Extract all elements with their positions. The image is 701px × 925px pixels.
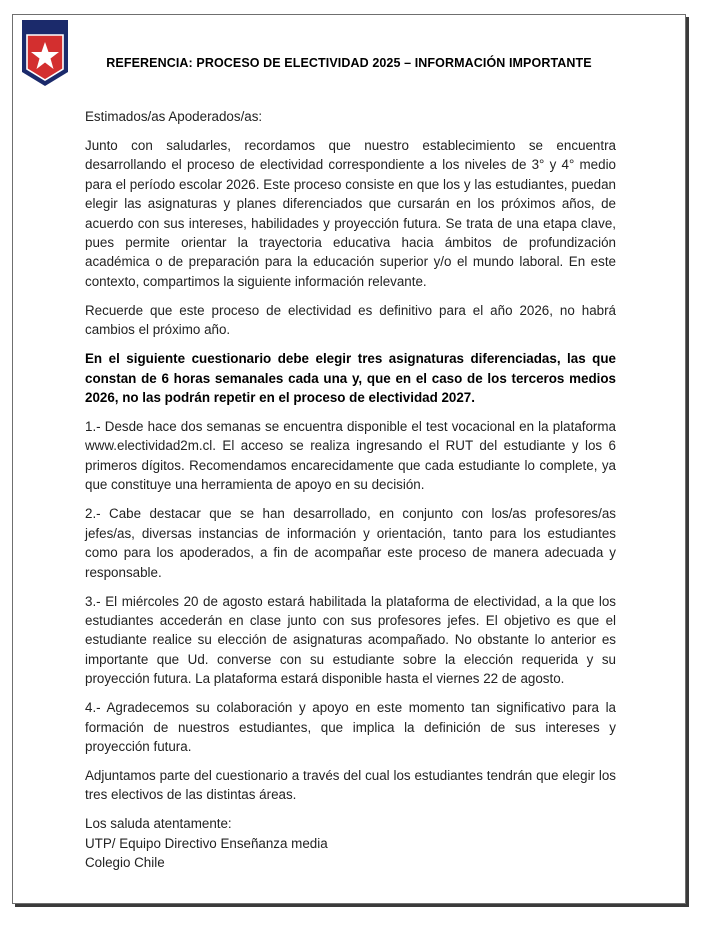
letter-page	[12, 14, 686, 904]
letter-body	[85, 107, 616, 873]
signature-team: UTP/ Equipo Directivo Enseñanza media	[85, 835, 328, 851]
paragraph-point-1: 1.- Desde hace dos semanas se encuentra disponible el test vocacional en la plataforma www.electividad2m.cl. El acceso se realiza ingresando el RUT del estudiante y los 6 primeros dígitos. Recomendamos encarecidamente que cada estudiante lo complete, ya que constituye una herramienta de apoyo en su decisión.	[85, 419, 616, 493]
paragraph-definitive: Recuerde que este proceso de electividad es definitivo para el año 2026, no habrá cambios el próximo año.	[85, 302, 616, 338]
paragraph-attachment: Adjuntamos parte del cuestionario a través del cual los estudiantes tendrán que elegir los tres electivos de las distintas áreas.	[85, 767, 616, 803]
paragraph-point-2: 2.- Cabe destacar que se han desarrollado, en conjunto con los/as profesores/as jefes/as, diversas instancias de información y orientación, tanto para los estudiantes como para los apoderados, a fin de acompañar este proceso de manera adecuada y responsable.	[85, 506, 616, 580]
paragraph-questionnaire-bold: En el siguiente cuestionario debe elegir tres asignaturas diferenciadas, las que constan de 6 horas semanales cada una y, que en el caso de los terceros medios 2026, no las podrán repetir en el proceso de electividad 2027.	[85, 351, 616, 406]
school-crest-logo	[20, 18, 70, 88]
document-title: REFERENCIA: PROCESO DE ELECTIVIDAD 2025 – INFORMACIÓN IMPORTANTE	[106, 56, 592, 70]
paragraph-point-3: 3.- El miércoles 20 de agosto estará habilitada la plataforma de electividad, a la que los estudiantes accederán en clase junto con sus profesores jefes. El objetivo es que el estudiante realice su elección de asignaturas acompañado. No obstante lo anterior es importante que Ud. converse con su estudiante sobre la elección requerida y su proyección futura. La plataforma estará disponible hasta el viernes 22 de agosto.	[85, 593, 616, 687]
salutation: Estimados/as Apoderados/as:	[85, 109, 263, 124]
signature-closing: Los saluda atentamente:	[85, 816, 232, 832]
paragraph-intro: Junto con saludarles, recordamos que nuestro establecimiento se encuentra desarrollando el proceso de electividad correspondiente a los niveles de 3° y 4° medio para el período escolar 2026. Este proceso consiste en que los y las estudiantes, puedan elegir las asignaturas y planes diferenciados que cursarán en los próximos años, de acuerdo con sus intereses, habilidades y proyección futura. Se trata de una etapa clave, pues permite orientar la trayectoria educativa hacia ámbitos de profundización académica o de preparación para la educación superior y/o el mundo laboral. En este contexto, compartimos la siguiente información relevante.	[85, 138, 616, 289]
paragraph-point-4: 4.- Agradecemos su colaboración y apoyo en este momento tan significativo para la formación de nuestros estudiantes, que implica la definición de sus intereses y proyección futura.	[85, 700, 616, 754]
signature-school: Colegio Chile	[85, 855, 165, 871]
